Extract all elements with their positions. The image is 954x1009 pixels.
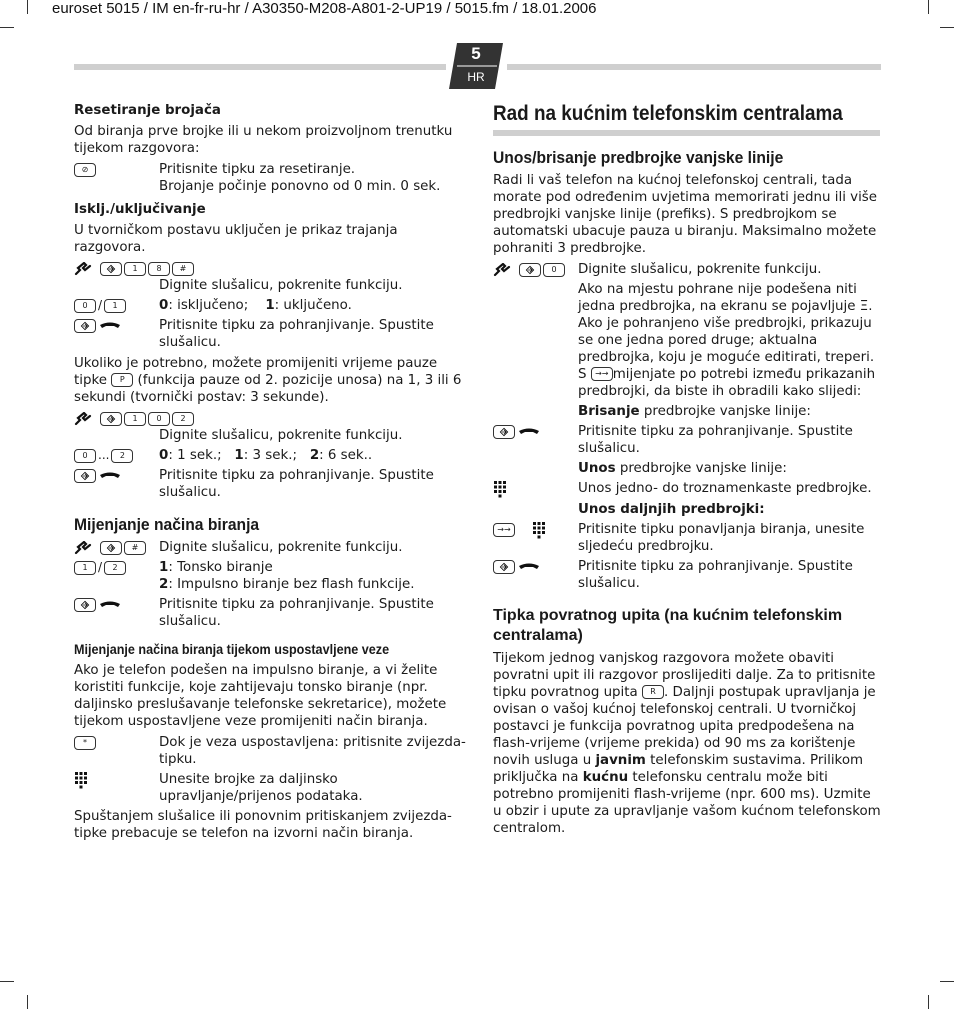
- section-title-recall: Tipka povratnog upita (na kućnim telefonskim centralama): [493, 607, 843, 644]
- key-star-icon: *: [74, 736, 96, 750]
- step-dial-activate: [74, 539, 466, 556]
- key-1-icon: 1: [74, 561, 96, 575]
- step-text: Dignite slušalicu, pokrenite funkciju.: [578, 262, 822, 277]
- step-onoff-save: [74, 317, 466, 351]
- recall-text: [493, 650, 883, 837]
- option-key: 2: [309, 448, 320, 463]
- step-dial-select: [74, 559, 466, 593]
- handset-down-icon: [98, 319, 122, 333]
- keypad-icon: [493, 480, 507, 498]
- pause-intro-b: (funkcija pauze od 2. pozicije unosa) na 1, 3 ili 6 sekundi (tvornički postav: 3 sekunde).: [74, 373, 462, 405]
- option-text: : 6 sek..: [319, 448, 373, 463]
- section-title-reset: Resetiranje brojača: [74, 103, 221, 118]
- crop-mark: [27, 0, 28, 14]
- enter-text: predbrojke vanjske linije:: [615, 461, 787, 476]
- key-1-icon: 1: [124, 412, 146, 426]
- reset-intro: Od biranja prve brojke ili u nekom proizvoljnom trenutku tijekom razgovora:: [74, 124, 453, 156]
- handset-lift-icon: [74, 262, 98, 276]
- step-digits: [74, 771, 466, 805]
- right-column: [493, 102, 883, 841]
- prefix-note-c: mijenjate po potrebi između prikazanih predbrojki, da biste ih obradili kako slijedi:: [578, 367, 876, 399]
- prefix-note: [493, 281, 883, 400]
- key-1-icon: 1: [104, 299, 126, 313]
- more-label: Unos daljnjih predbrojki:: [578, 502, 765, 517]
- recall-text-a: Tijekom jednog vanjskog razgovora možete obaviti povratni upit ili razgovor proslijediti dalje. Za to pritisnite tipku povratnog upita: [493, 651, 876, 700]
- step-reset: [74, 161, 466, 195]
- recall-bold: javnim: [595, 753, 646, 768]
- dial-conn-intro: Ako je telefon podešen na impulsno biranje, a vi želite koristiti funkcije, koje zahtijevaju tonsko biranje (npr. daljinsko preslušavanje telefonske sekretarice), možete tijekom uspostavljene veze promijeniti način biranja.: [74, 663, 447, 729]
- option-text: : Impulsno biranje bez flash funkcije.: [168, 577, 415, 592]
- key-8-icon: 8: [148, 262, 170, 276]
- more-heading: [493, 501, 883, 518]
- step-pause-activate-text: [74, 427, 466, 444]
- step-delete-save: [493, 423, 883, 457]
- handset-lift-icon: [74, 541, 98, 555]
- option-text: : 1 sek.;: [168, 448, 222, 463]
- option-key: 1: [159, 560, 169, 575]
- display-symbol: Ξ: [859, 299, 869, 314]
- separator: ...: [98, 448, 110, 462]
- step-text: Dignite slušalicu, pokrenite funkciju.: [159, 540, 403, 555]
- step-more: [493, 521, 883, 555]
- option-key: 1: [234, 448, 244, 463]
- key-hash-icon: #: [124, 541, 146, 555]
- step-dial-save: [74, 596, 466, 630]
- keypad-icon: [532, 521, 546, 539]
- separator: /: [98, 560, 103, 574]
- step-onoff-select: [74, 297, 466, 314]
- option-text: : uključeno.: [274, 298, 352, 313]
- redial-icon: →→: [493, 523, 515, 537]
- delete-label: Brisanje: [578, 404, 640, 419]
- key-2-icon: 2: [104, 561, 126, 575]
- recall-text-b: . Daljnji postupak upravljanja je ovisan o vašoj kućnoj telefonskoj centrali. U tvorničkoj postavci je funkcija povratnog upita predpodešena na flash-vrijeme (vrijeme prekida) od 90 ms za korištenje novih usluga u: [493, 685, 876, 768]
- key-1-icon: 1: [124, 262, 146, 276]
- handset-down-icon: [517, 560, 541, 574]
- key-p-icon: P: [111, 373, 133, 387]
- key-0-icon: 0: [543, 263, 565, 277]
- option-key: 0: [159, 298, 169, 313]
- step-text: Dok je veza uspostavljena: pritisnite zvijezda-tipku.: [159, 735, 466, 767]
- save-key-icon: [74, 469, 96, 483]
- save-key-icon: [74, 319, 96, 333]
- section-title-prefix: Unos/brisanje predbrojke vanjske linije: [493, 148, 784, 167]
- page-title: Rad na kućnim telefonskim centralama: [493, 102, 843, 125]
- section-title-dial-connection: Mijenjanje načina biranja tijekom uspostavljene veze: [74, 641, 390, 657]
- recall-text-d: telefonsku centralu može biti potrebno promijeniti flash-vrijeme (npr. 600 ms). Uzmite u obzir i upute za upravljanje vašom kućnom telefonskom centralom.: [493, 770, 881, 836]
- prefix-note-c: S: [578, 367, 587, 382]
- crop-mark: [0, 27, 14, 28]
- handset-down-icon: [98, 598, 122, 612]
- page-number: 5: [471, 44, 481, 63]
- step-more-save: [493, 558, 883, 592]
- key-0-icon: 0: [148, 412, 170, 426]
- step-text: Pritisnite tipku za pohranjivanje. Spustite slušalicu.: [578, 559, 853, 591]
- step-onoff-activate: [74, 260, 466, 277]
- recall-bold: kućnu: [582, 770, 629, 785]
- step-text: Unesite brojke za daljinsko upravljanje/prijenos podataka.: [159, 772, 363, 804]
- recall-text-c: telefonskim sustavima. Prilikom priključka na: [493, 753, 864, 785]
- crop-mark: [928, 0, 929, 14]
- save-key-icon: [100, 541, 122, 555]
- step-prefix-activate: [493, 261, 883, 278]
- prefix-note-a: Ako na mjestu pohrane nije podešena niti jedna predbrojka, na ekranu se pojavljuje: [578, 282, 857, 314]
- step-pause-activate: [74, 410, 466, 427]
- title-rule: [493, 130, 880, 136]
- section-title-dial-mode: Mijenjanje načina biranja: [74, 515, 260, 534]
- save-key-icon: [74, 598, 96, 612]
- crop-mark: [0, 981, 14, 982]
- timer-reset-icon: ⊘: [74, 163, 96, 177]
- step-onoff-activate-text: [74, 277, 466, 294]
- redial-icon: →→: [591, 367, 613, 381]
- key-hash-icon: #: [172, 262, 194, 276]
- enter-heading: [493, 460, 883, 477]
- handset-lift-icon: [493, 263, 517, 277]
- step-text: Pritisnite tipku za resetiranje.: [159, 162, 356, 177]
- key-2-icon: 2: [172, 412, 194, 426]
- step-text: Pritisnite tipku za pohranjivanje. Spustite slušalicu.: [159, 597, 434, 629]
- option-text: : Tonsko biranje: [168, 560, 273, 575]
- delete-heading: [493, 403, 883, 420]
- save-key-icon: [100, 262, 122, 276]
- handset-lift-icon: [74, 412, 98, 426]
- page-badge: [449, 43, 503, 89]
- step-text: Brojanje počinje ponovno od 0 min. 0 sek.: [159, 179, 441, 194]
- header-rule-right: [507, 64, 881, 70]
- page-language: HR: [467, 70, 485, 84]
- key-r-icon: R: [642, 685, 664, 699]
- save-key-icon: [493, 425, 515, 439]
- option-key: 0: [159, 448, 169, 463]
- separator: /: [98, 298, 103, 312]
- enter-label: Unos: [578, 461, 616, 476]
- step-text: Pritisnite tipku ponavljanja biranja, unesite sljedeću predbrojku.: [578, 522, 865, 554]
- save-key-icon: [493, 560, 515, 574]
- key-2-icon: 2: [111, 449, 133, 463]
- pause-intro-a: Ukoliko je potrebno, možete promijeniti vrijeme pauze tipke: [74, 356, 438, 388]
- crop-mark: [940, 27, 954, 28]
- pause-intro: [74, 355, 466, 406]
- step-pause-select: [74, 447, 466, 464]
- option-key: 2: [159, 577, 169, 592]
- step-text: Pritisnite tipku za pohranjivanje. Spustite slušalicu.: [159, 318, 434, 350]
- option-text: : 3 sek.;: [243, 448, 298, 463]
- crop-mark: [940, 981, 954, 982]
- prefix-intro: Radi li vaš telefon na kućnoj telefonskoj centrali, tada morate pod određenim uvjetima memorirati jednu ili više predbrojki vanjske linije (prefiks). S predbrojkom se automatski ubacuje pauza u biranju. Maksimalno možete pohraniti 3 predbrojke.: [493, 173, 878, 256]
- left-column: [74, 102, 466, 846]
- save-key-icon: [100, 412, 122, 426]
- save-key-icon: [519, 263, 541, 277]
- handset-down-icon: [98, 469, 122, 483]
- step-star: [74, 734, 466, 768]
- step-text: Unos jedno- do troznamenkaste predbrojke.: [578, 481, 872, 496]
- key-0-icon: 0: [74, 449, 96, 463]
- delete-text: predbrojke vanjske linije:: [639, 404, 811, 419]
- step-text: Dignite slušalicu, pokrenite funkciju.: [159, 428, 403, 443]
- step-text: Pritisnite tipku za pohranjivanje. Spustite slušalicu.: [578, 424, 853, 456]
- header-rule-left: [74, 64, 446, 70]
- step-enter: [493, 480, 883, 498]
- step-text: Pritisnite tipku za pohranjivanje. Spustite slušalicu.: [159, 468, 434, 500]
- file-header: euroset 5015 / IM en-fr-ru-hr / A30350-M208-A801-2-UP19 / 5015.fm / 18.01.2006: [52, 0, 597, 17]
- step-text: Dignite slušalicu, pokrenite funkciju.: [159, 278, 403, 293]
- option-key: 1: [265, 298, 275, 313]
- handset-down-icon: [517, 425, 541, 439]
- step-pause-save: [74, 467, 466, 501]
- section-title-onoff: Isklj./uključivanje: [74, 202, 206, 217]
- prefix-note-b: . Ako je pohranjeno više predbrojki, prikazuju se one jedna pored druge; aktualna predbrojka, koju je moguće editirati, treperi.: [578, 299, 875, 365]
- crop-mark: [928, 995, 929, 1009]
- onoff-intro: U tvorničkom postavu uključen je prikaz trajanja razgovora.: [74, 223, 398, 255]
- option-text: : isključeno;: [168, 298, 249, 313]
- key-0-icon: 0: [74, 299, 96, 313]
- keypad-icon: [74, 771, 88, 789]
- dial-conn-outro: Spuštanjem slušalice ili ponovnim pritiskanjem zvijezda-tipke prebacuje se telefon na izvorni način biranja.: [74, 809, 452, 841]
- crop-mark: [27, 995, 28, 1009]
